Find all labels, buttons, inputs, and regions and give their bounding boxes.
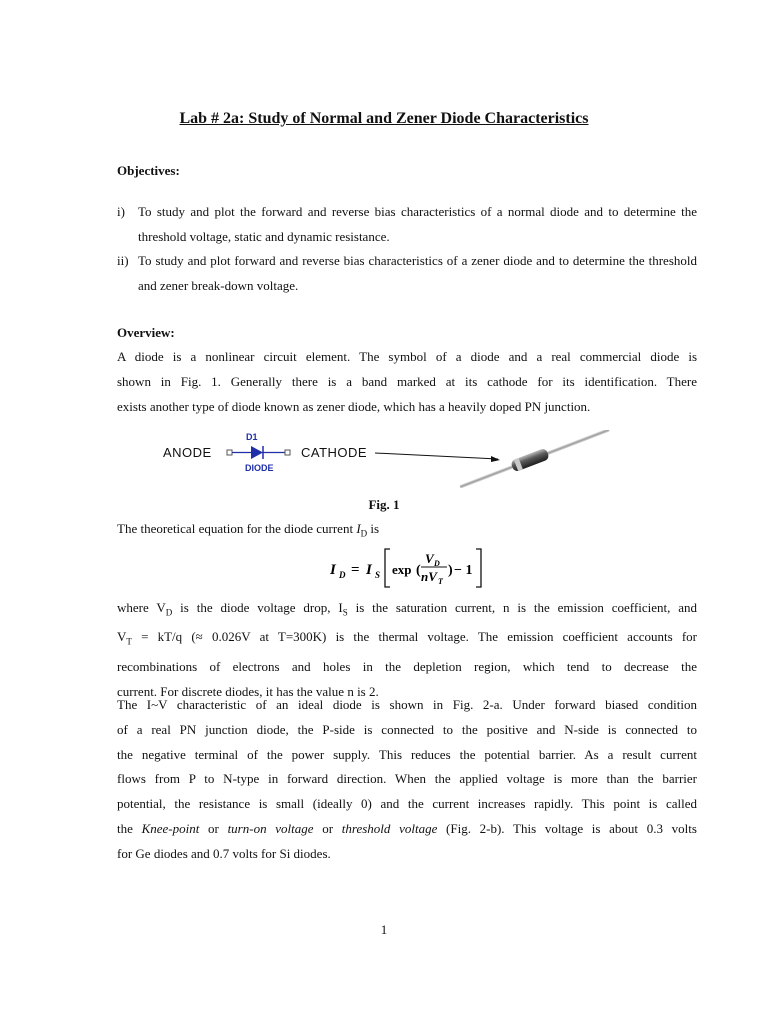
text-line: current. For discrete diodes, it has the value n is 2. [117, 683, 379, 699]
text-italic: threshold voltage [341, 820, 438, 836]
eq-is: I [366, 562, 372, 578]
svg-text:=: = [351, 562, 360, 578]
text-line: exists another type of diode known as zener diode, which has a heavily doped PN junction. [117, 398, 591, 414]
text-line: the negative terminal of the power supply. This reduces the potential barrier. As a result current [117, 746, 697, 762]
document-title: Lab # 2a: Study of Normal and Zener Diode Characteristics [179, 110, 589, 127]
eq-is-sub: S [375, 570, 381, 580]
intro-end: is [370, 521, 380, 536]
text-line: The I~V characteristic of an ideal diode is shown in Fig. 2-a. Under forward biased condition [117, 697, 697, 712]
text-line: flows from P to N-type in forward direction. When the applied voltage is more than the barrier [117, 771, 697, 787]
text-sub: S [342, 607, 348, 618]
overview-heading: Overview: [117, 325, 175, 340]
text-line [117, 817, 697, 842]
diode-symbol-icon [225, 443, 297, 463]
text-run: is the saturation current, n is the emission coefficient, and [347, 600, 698, 615]
intro-var: I [356, 521, 361, 536]
text-line [117, 596, 697, 625]
text-line: of a real PN junction diode, the P-side is connected to the positive and N-side is connected to [117, 721, 697, 737]
text-run: the [117, 820, 142, 836]
objective-number: ii) [117, 253, 129, 268]
text-line [117, 517, 697, 546]
text-sub: T [126, 636, 132, 647]
text-sub: D [165, 607, 173, 618]
objective-number: i) [117, 204, 125, 219]
text-run: = kT/q (≈ 0.026V at T=300K) is the thermal voltage. The emission coefficient accounts for [131, 629, 697, 645]
text-run: or [199, 820, 228, 836]
text-run: V [117, 629, 127, 645]
text-run: or [313, 820, 342, 836]
text-line: for Ge diodes and 0.7 volts for Si diodes. [117, 845, 331, 861]
text-line: recombinations of electrons and holes in the depletion region, which tend to decrease the [117, 658, 697, 674]
objective-text: To study and plot the forward and reverse bias characteristics of a normal diode and to determine the threshold voltage, static and dynamic resistance. [138, 204, 697, 244]
diode-equation [330, 545, 490, 591]
objective-item-1 [117, 199, 697, 249]
eq-exp: exp [392, 562, 412, 577]
figure-caption: Fig. 1 [368, 497, 400, 512]
text-run: (Fig. 2-b). This voltage is about 0.3 volts [437, 820, 697, 836]
text-run: is the diode voltage drop, I [172, 600, 343, 615]
svg-text:): ) [448, 563, 453, 578]
objective-text: To study and plot forward and reverse bias characteristics of a zener diode and to determine the threshold and zener break-down voltage. [138, 253, 697, 293]
text-run: where V [117, 600, 166, 615]
commercial-diode-image [370, 430, 620, 490]
eq-den-sub: T [438, 577, 443, 586]
text-line: potential, the resistance is small (ideally 0) and the current increases rapidly. This point is called [117, 796, 697, 812]
page-number: 1 [380, 922, 388, 937]
text-line: shown in Fig. 1. Generally there is a band marked at its cathode for its identification. There [117, 373, 697, 389]
iv-characteristic-paragraph [117, 693, 697, 867]
eq-num-sub: D [434, 559, 440, 568]
objective-item-2 [117, 248, 697, 298]
eq-lhs-sub: D [339, 570, 346, 580]
text-line [117, 625, 697, 654]
eq-num: V [425, 551, 434, 566]
svg-text:(: ( [416, 563, 421, 578]
diode-ref-label: D1 [246, 432, 258, 442]
intro-sub: D [360, 528, 368, 539]
overview-paragraph [117, 345, 697, 419]
eq-lhs: I [330, 562, 336, 578]
text-italic: Knee-point [141, 820, 200, 836]
objectives-heading: Objectives: [117, 163, 180, 178]
parameters-paragraph [117, 596, 697, 704]
cathode-label: CATHODE [301, 445, 368, 460]
intro-text: The theoretical equation for the diode current [117, 521, 354, 536]
eq-tail: − 1 [454, 563, 473, 578]
text-line: A diode is a nonlinear circuit element. The symbol of a diode and a real commercial diode is [117, 349, 697, 364]
diode-part-label: DIODE [245, 463, 274, 473]
anode-label: ANODE [163, 445, 212, 460]
text-italic: turn-on voltage [227, 820, 314, 836]
eq-den: nV [421, 569, 437, 584]
equation-intro [117, 517, 697, 546]
